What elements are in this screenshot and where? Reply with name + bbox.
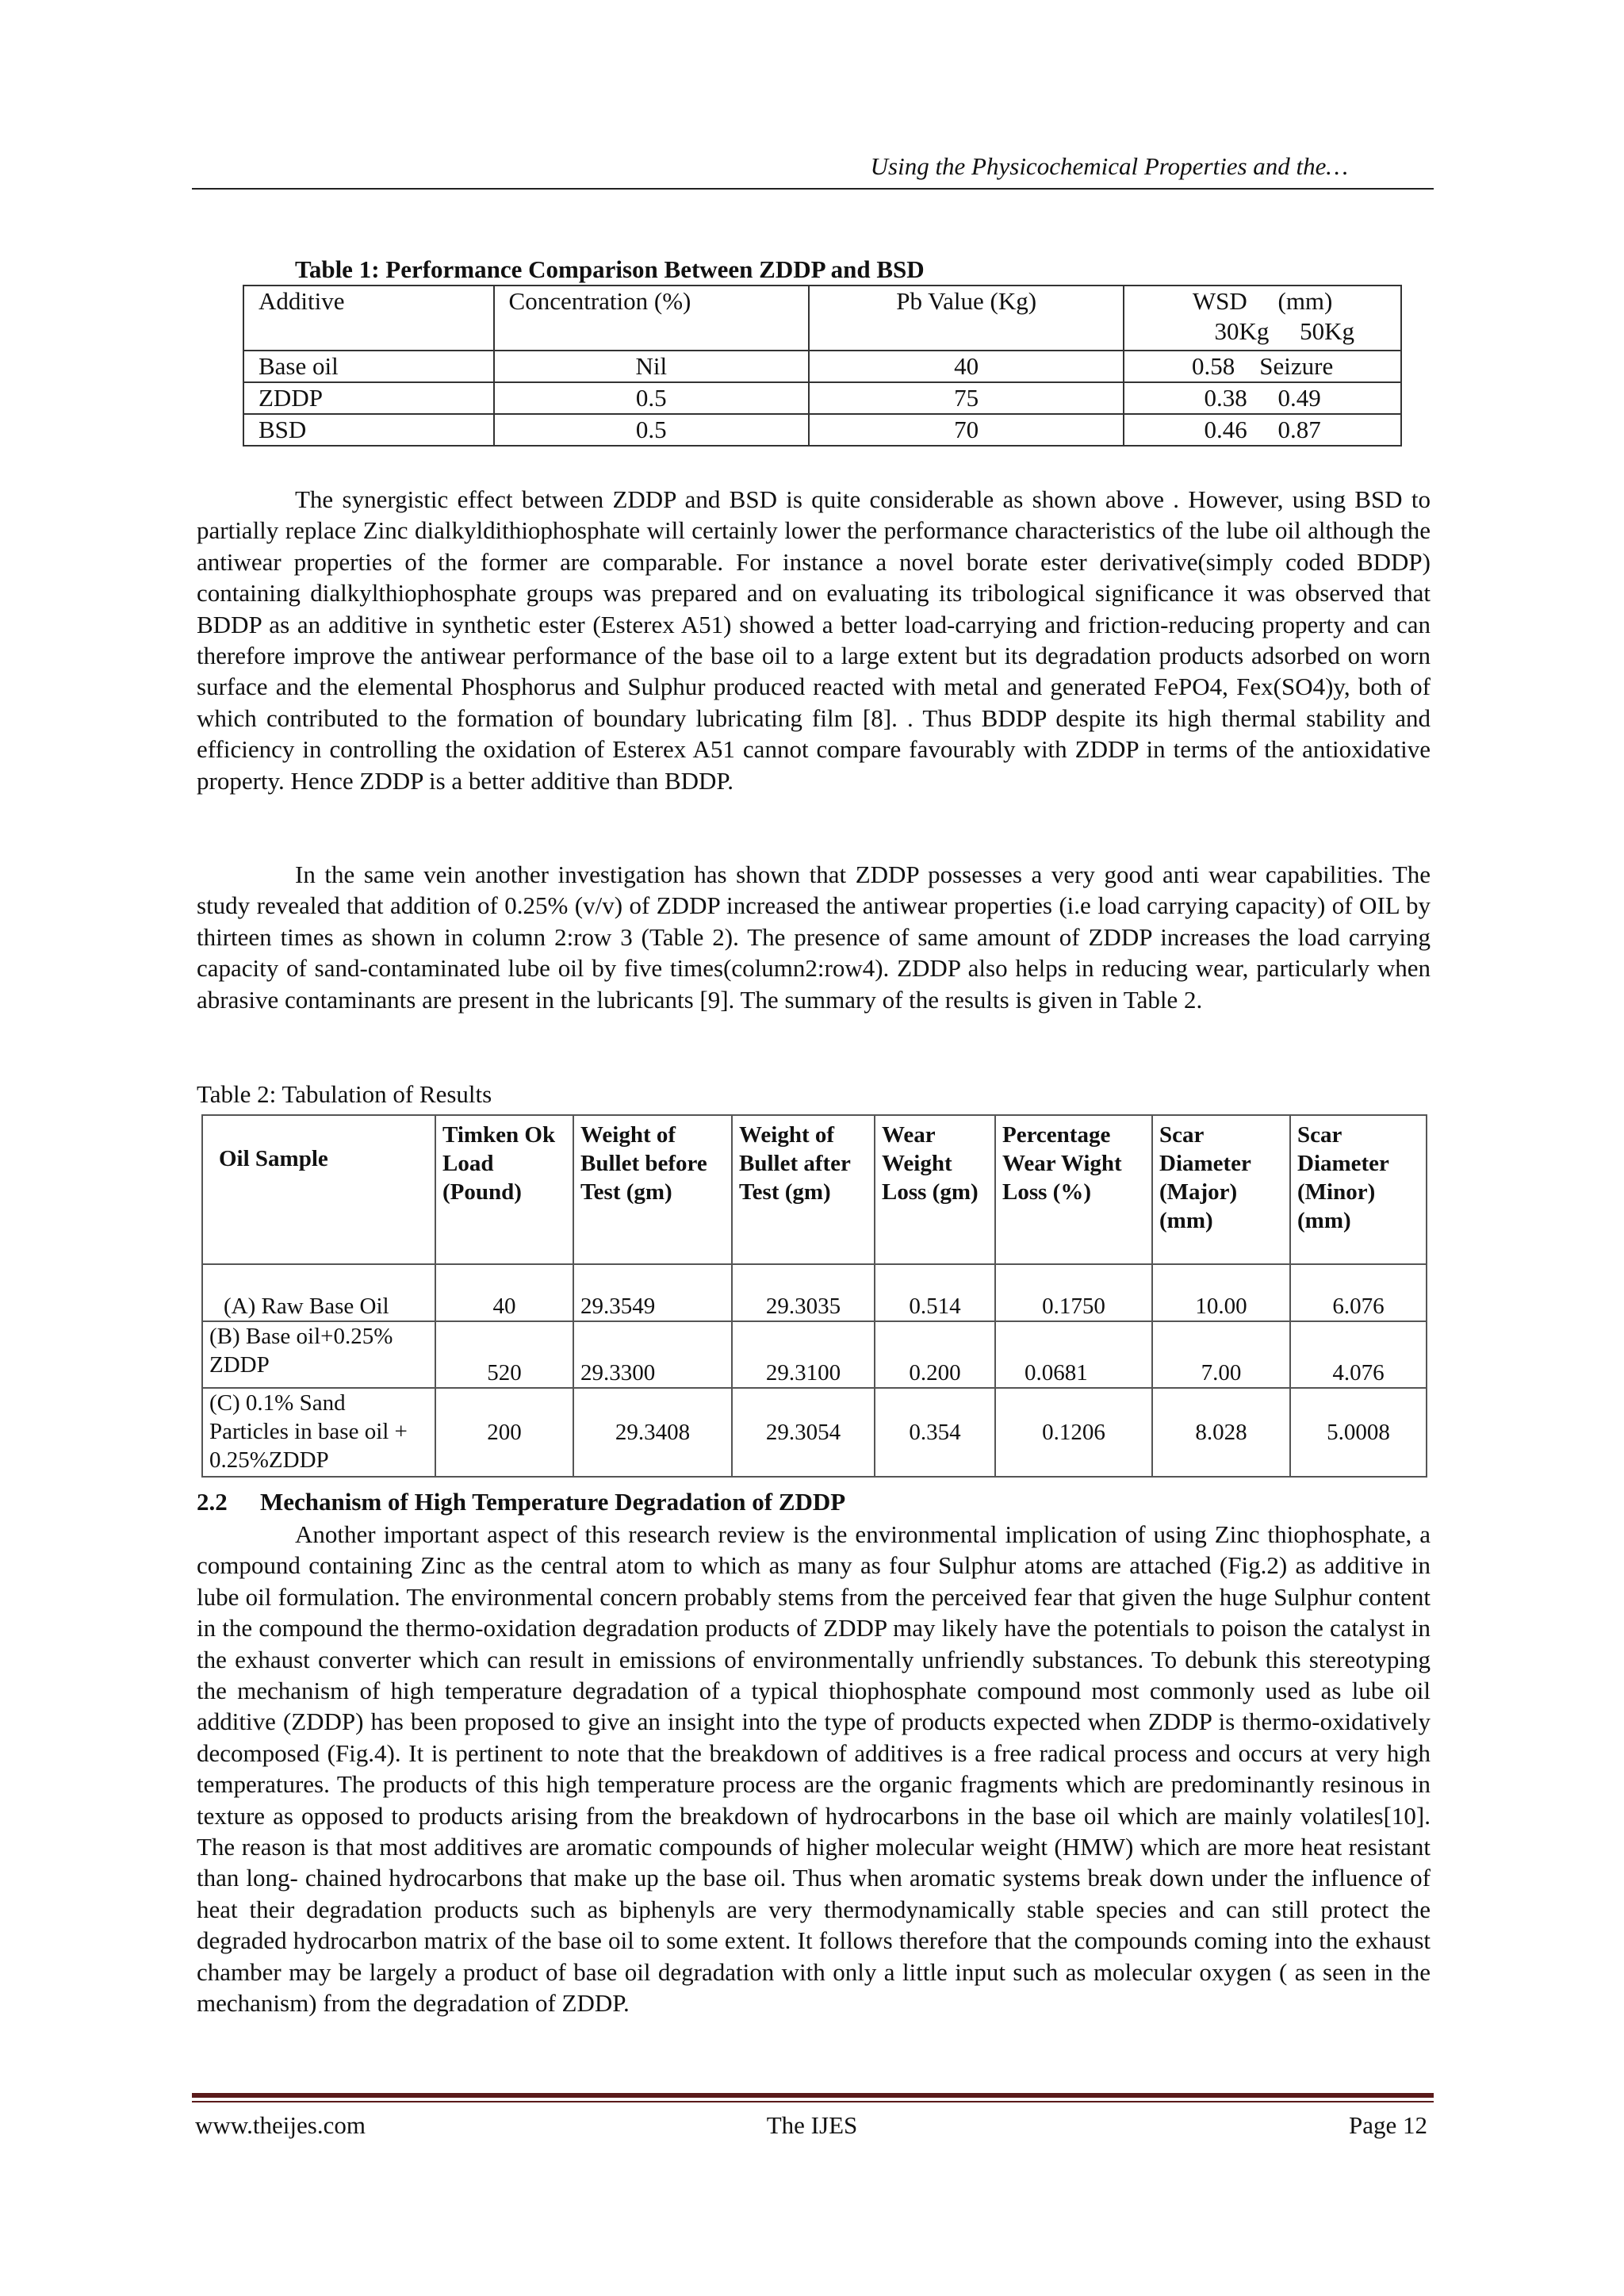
footer-website-link[interactable]: www.theijes.com (195, 2111, 366, 2139)
table1-cell-additive: ZDDP (243, 382, 494, 414)
table1-cell-wsd: 0.38 0.49 (1124, 382, 1401, 414)
table2-caption: Table 2: Tabulation of Results (197, 1080, 492, 1108)
table2-cell-timken: 40 (435, 1264, 573, 1321)
table2-cell-after: 29.3100 (732, 1321, 875, 1388)
table1-cell-additive: Base oil (243, 351, 494, 382)
table2-cell-sample: (A) Raw Base Oil (202, 1264, 435, 1321)
table2-cell-major: 7.00 (1152, 1321, 1290, 1388)
table1-cell-wsd: 0.58 Seizure (1124, 351, 1401, 382)
table-row (243, 351, 1401, 382)
table1-cell-pb: 40 (809, 351, 1124, 382)
running-header: Using the Physicochemical Properties and the… (870, 152, 1348, 180)
section-number: 2.2 (197, 1488, 228, 1516)
footer-page-number: Page 12 (1348, 2111, 1427, 2139)
table2-cell-timken: 200 (435, 1388, 573, 1477)
table-row (243, 414, 1401, 446)
table2-cell-minor: 6.076 (1290, 1264, 1427, 1321)
table2-cell-pct: 0.1750 (995, 1264, 1152, 1321)
table1 (243, 285, 1402, 447)
table1-header-wsd-label: WSD (mm) (1192, 287, 1333, 315)
table2-cell-before: 29.3408 (573, 1388, 732, 1477)
table1-header-row (243, 286, 1401, 351)
table2-header-oil-sample-label: Oil Sample (219, 1146, 328, 1171)
table2-cell-timken: 520 (435, 1321, 573, 1388)
section-title: Mechanism of High Temperature Degradation of ZDDP (260, 1488, 846, 1516)
table2-cell-loss: 0.514 (875, 1264, 995, 1321)
table2-header-timken: Timken Ok Load (Pound) (435, 1115, 573, 1264)
table1-caption: Table 1: Performance Comparison Between ZDDP and BSD (295, 255, 925, 283)
table2-header-row (202, 1115, 1427, 1264)
table2-header-scar-minor: Scar Diameter (Minor) (mm) (1290, 1115, 1427, 1264)
table1-cell-pb: 75 (809, 382, 1124, 414)
table1-header-wsd-sub: 30Kg 50Kg (1214, 317, 1354, 345)
table2-cell-before: 29.3549 (573, 1264, 732, 1321)
table1-cell-concentration: 0.5 (494, 382, 810, 414)
table-row (243, 382, 1401, 414)
paragraph-anti-wear: In the same vein another investigation has shown that ZDDP possesses a very good anti wear capabilities. The study revealed that addition of 0.25% (v/v) of ZDDP increased the antiwear properties (i.e load carrying capacity) of OIL by thirteen times as shown in column 2:row 3 (Table 2). The presence of same amount of ZDDP increases the load carrying capacity of sand-contaminated lube oil by five times(column2:row4). ZDDP also helps in reducing wear, particularly when abrasive contaminants are present in the lubricants [9]. The summary of the results is given in Table 2. (197, 861, 1431, 1014)
table1-header-pb-value: Pb Value (Kg) (809, 286, 1124, 351)
table2-cell-major: 8.028 (1152, 1388, 1290, 1477)
table2-cell-pct: 0.0681 (995, 1321, 1152, 1388)
table2-cell-before: 29.3300 (573, 1321, 732, 1388)
table2-header-oil-sample (202, 1115, 435, 1264)
table1-header-wsd (1124, 286, 1401, 351)
paragraph-environmental-implication: Another important aspect of this research review is the environmental implication of using Zinc thiophosphate, a compound containing Zinc as the central atom to which as many as four Sulphur atoms are attached (Fig.2) as additive in lube oil formulation. The environmental concern probably stems from the perceived fear that given the huge Sulphur content in the compound the thermo-oxidation degradation products of ZDDP may likely have the potentials to poison the catalyst in the exhaust converter which can result in emissions of environmentally unfriendly substances. To debunk this stereotyping the mechanism of high temperature degradation of a typical thiophosphate compound most commonly used as lube oil additive (ZDDP) has been proposed to give an insight into the type of products expected when ZDDP is thermo-oxidatively decomposed (Fig.4). It is pertinent to note that the breakdown of additives is a free radical process and occurs at very high temperatures. The products of this high temperature process are the organic fragments which are predominantly resinous in texture as opposed to products arising from the breakdown of hydrocarbons in the base oil which are mainly volatiles[10]. The reason is that most additives are aromatic compounds of higher molecular weight (HMW) which are more heat resistant than long- chained hydrocarbons that make up the base oil. Thus when aromatic systems break down under the influence of heat their degradation products such as biphenyls are very thermodynamically stable species and can still protect the degraded hydrocarbon matrix of the base oil to some extent. It follows therefore that the compounds coming into the exhaust chamber may be largely a product of base oil degradation with only a little input such as molecular oxygen ( as seen in the mechanism) from the degradation of ZDDP. (197, 1520, 1431, 2018)
header-rule (192, 188, 1434, 190)
table2-header-weight-before: Weight of Bullet before Test (gm) (573, 1115, 732, 1264)
footer-rule-thick (192, 2093, 1434, 2098)
footer-journal: The IJES (766, 2111, 858, 2139)
table2-cell-major: 10.00 (1152, 1264, 1290, 1321)
table2-header-wear-loss: Wear Weight Loss (gm) (875, 1115, 995, 1264)
table2-cell-pct: 0.1206 (995, 1388, 1152, 1477)
table2-cell-minor: 4.076 (1290, 1321, 1427, 1388)
table1-cell-concentration: 0.5 (494, 414, 810, 446)
table1-cell-wsd: 0.46 0.87 (1124, 414, 1401, 446)
table-row (202, 1264, 1427, 1321)
table2-cell-loss: 0.354 (875, 1388, 995, 1477)
section-heading (197, 1488, 845, 1516)
table2-header-weight-after: Weight of Bullet after Test (gm) (732, 1115, 875, 1264)
table2-cell-minor: 5.0008 (1290, 1388, 1427, 1477)
table1-cell-additive: BSD (243, 414, 494, 446)
table2-cell-sample: (C) 0.1% Sand Particles in base oil + 0.25%ZDDP (202, 1388, 435, 1477)
table2-header-scar-major: Scar Diameter (Major) (mm) (1152, 1115, 1290, 1264)
table2-cell-loss: 0.200 (875, 1321, 995, 1388)
footer-rule-thin (192, 2101, 1434, 2102)
table-row (202, 1321, 1427, 1388)
table1-cell-pb: 70 (809, 414, 1124, 446)
table2-cell-after: 29.3035 (732, 1264, 875, 1321)
table1-cell-concentration: Nil (494, 351, 810, 382)
table2-header-pct-loss: Percentage Wear Wight Loss (%) (995, 1115, 1152, 1264)
paragraph-synergistic-effect: The synergistic effect between ZDDP and BSD is quite considerable as shown above . However, using BSD to partially replace Zinc dialkyldithiophosphate will certainly lower the performance characteristics of the lube oil although the antiwear properties of the former are comparable. For instance a novel borate ester derivative(simply coded BDDP) containing dialkylthiophosphate groups was prepared and on evaluating its tribological significance it was observed that BDDP as an additive in synthetic ester (Esterex A51) showed a better load-carrying and friction-reducing property and can therefore improve the antiwear performance of the base oil to a large extent but its degradation products adsorbed on worn surface and the elemental Phosphorus and Sulphur produced reacted with metal and generated FePO4, Fex(SO4)y, both of which contributed to the formation of boundary lubricating film [8]. . Thus BDDP despite its high thermal stability and efficiency in controlling the oxidation of Esterex A51 cannot compare favourably with ZDDP in terms of the antioxidative property. Hence ZDDP is a better additive than BDDP. (197, 485, 1431, 795)
table2 (201, 1114, 1427, 1478)
table1-header-additive: Additive (243, 286, 494, 351)
table2-cell-sample: (B) Base oil+0.25% ZDDP (202, 1321, 435, 1388)
table1-header-concentration: Concentration (%) (494, 286, 810, 351)
table2-cell-after: 29.3054 (732, 1388, 875, 1477)
table-row (202, 1388, 1427, 1477)
